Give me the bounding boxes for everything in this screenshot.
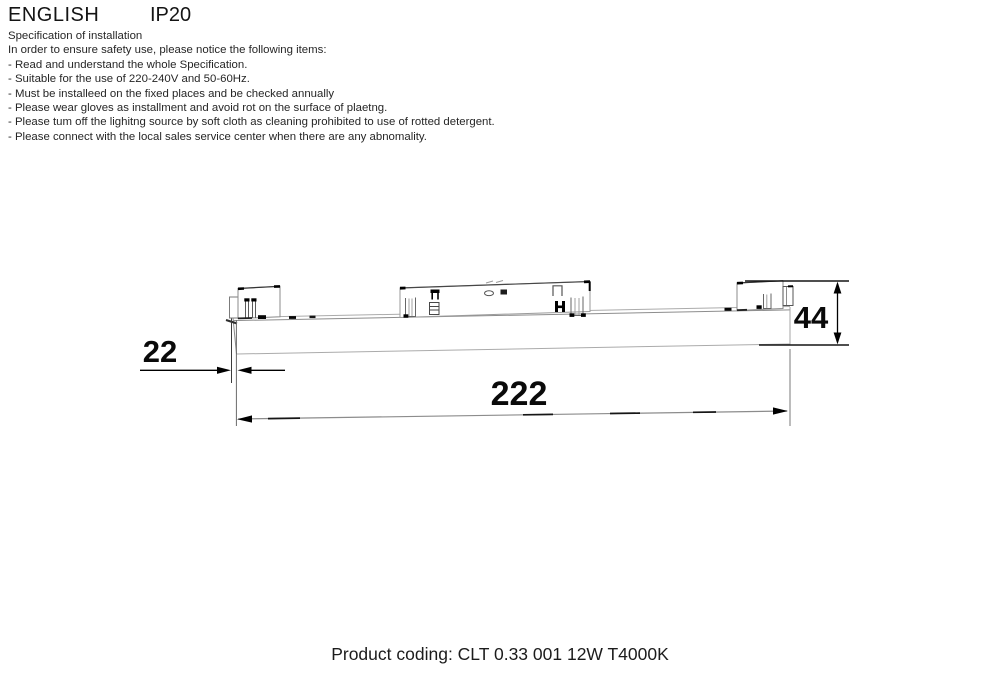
ip-rating-label: IP20 (150, 4, 192, 26)
spec-item: - Read and understand the whole Specification. (8, 58, 248, 71)
spec-item: - Must be installeed on the fixed places and be checked annually (8, 87, 335, 100)
dimension-length-label: 222 (490, 375, 548, 413)
dimension-length (237, 349, 790, 426)
mounting-bracket-right (725, 281, 794, 311)
mounting-bracket-left (230, 286, 281, 319)
mounting-bracket-center (400, 281, 590, 318)
arrow-left-icon (237, 415, 252, 422)
arrow-left-icon (238, 367, 252, 374)
dimension-left-width-label: 22 (142, 334, 178, 369)
dimension-height-label: 44 (793, 300, 829, 335)
spec-item: - Please wear gloves as installment and avoid rot on the surface of plaetng. (8, 102, 388, 115)
spec-item: - Suitable for the use of 220-240V and 50-60Hz. (8, 73, 250, 86)
arrow-right-icon (773, 407, 788, 414)
spec-intro: In order to ensure safety use, please notice the following items: (8, 44, 327, 57)
spec-item: - Please connect with the local sales service center when there are any abnomality. (8, 130, 427, 143)
language-label: ENGLISH (8, 4, 100, 26)
arrow-down-icon (834, 333, 842, 345)
arrow-right-icon (217, 367, 231, 374)
spec-item: - Please tum off the lighitng source by soft cloth as cleaning prohibited to use of rotted detergent. (8, 116, 495, 129)
spec-title: Specification of installation (8, 30, 143, 42)
arrow-up-icon (834, 282, 842, 294)
product-coding-label: Product coding: CLT 0.33 001 12W T4000K (331, 644, 669, 664)
